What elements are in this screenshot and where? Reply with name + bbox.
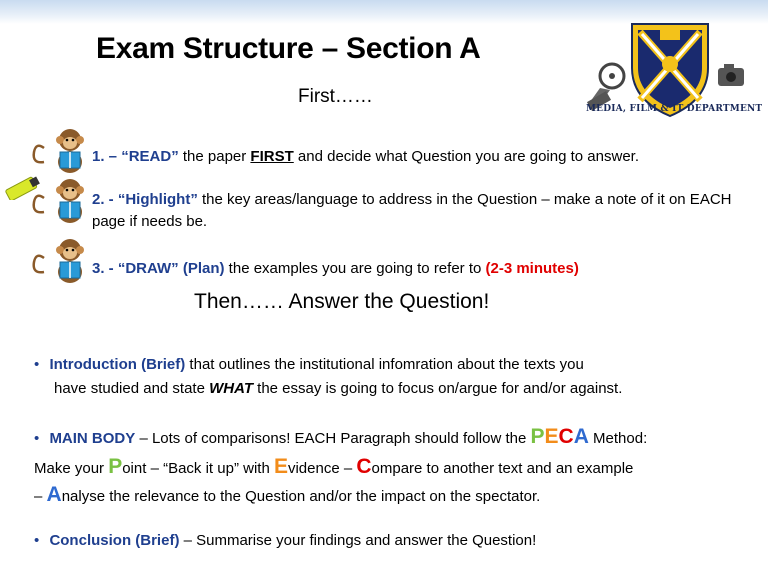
step-keyword: “READ”	[121, 148, 179, 165]
main-body-text: vidence –	[287, 460, 357, 477]
peca-letter: A	[46, 483, 62, 506]
step-keyword: “Highlight”	[117, 191, 198, 208]
main-body-line-3	[34, 483, 540, 509]
main-body-text: Method:	[588, 430, 648, 447]
step-text: and decide what Question you are going to answer.	[293, 148, 639, 165]
main-body-text: nalyse the relevance to the Question and/or the impact on the spectator.	[61, 488, 541, 505]
highlighter-icon	[2, 176, 44, 200]
main-body-line-1	[34, 425, 647, 451]
conclusion-paragraph	[34, 529, 536, 553]
intro-text: have studied and state	[54, 380, 210, 397]
intro-emphasis: WHAT	[209, 380, 253, 397]
main-body-label: MAIN BODY	[49, 430, 136, 447]
bullet: •	[34, 430, 40, 447]
conclusion-label: Conclusion (Brief)	[49, 532, 180, 549]
step-number: 3. -	[92, 260, 118, 277]
step-time: (2-3 minutes)	[485, 260, 579, 277]
step-number: 1. –	[92, 148, 122, 165]
peca-letter: A	[573, 425, 589, 448]
department-name: MEDIA, FILM & IT DEPARTMENT	[586, 104, 763, 114]
step-emphasis: FIRST	[250, 148, 294, 165]
first-label: First……	[298, 86, 373, 107]
intro-text: that outlines the institutional infomration about the texts you	[185, 356, 584, 373]
then-heading: Then…… Answer the Question!	[194, 290, 490, 313]
main-body-text: –	[34, 488, 47, 505]
step-text: the key areas/language to address in the Question – make a note of it on EACH page if needs be.	[92, 191, 732, 230]
peca-letter: P	[108, 455, 123, 478]
peca-letter: C	[356, 455, 372, 478]
step-number: 2. -	[92, 191, 118, 208]
conclusion-text: – Summarise your findings and answer the Question!	[179, 532, 537, 549]
step-text: the examples you are going to refer to	[224, 260, 486, 277]
main-body-text: oint – “Back it up” with	[122, 460, 274, 477]
slide-title: Exam Structure – Section A	[96, 32, 481, 65]
camera-icon	[718, 64, 744, 86]
bullet: •	[34, 532, 40, 549]
shield-icon	[632, 24, 708, 116]
peca-letter: C	[558, 425, 574, 448]
step-read	[92, 146, 752, 168]
peca-letter: P	[530, 425, 545, 448]
step-draw	[92, 258, 752, 280]
step-highlight	[92, 189, 752, 233]
peca-letter: E	[273, 455, 288, 478]
main-body-text: – Lots of comparisons! EACH Paragraph should follow the	[135, 430, 531, 447]
main-body-line-2	[34, 455, 633, 481]
step-text: the paper	[178, 148, 251, 165]
step-keyword: “DRAW” (Plan)	[117, 260, 225, 277]
main-body-text: ompare to another text and an example	[371, 460, 634, 477]
intro-paragraph	[34, 353, 754, 401]
intro-label: Introduction (Brief)	[49, 356, 186, 373]
bullet: •	[34, 356, 40, 373]
intro-text: the essay is going to focus on/argue for and/or against.	[253, 380, 623, 397]
reading-monkey-icon	[30, 236, 90, 286]
peca-letter: E	[544, 425, 559, 448]
reading-monkey-icon	[30, 126, 90, 176]
main-body-text: Make your	[34, 460, 109, 477]
